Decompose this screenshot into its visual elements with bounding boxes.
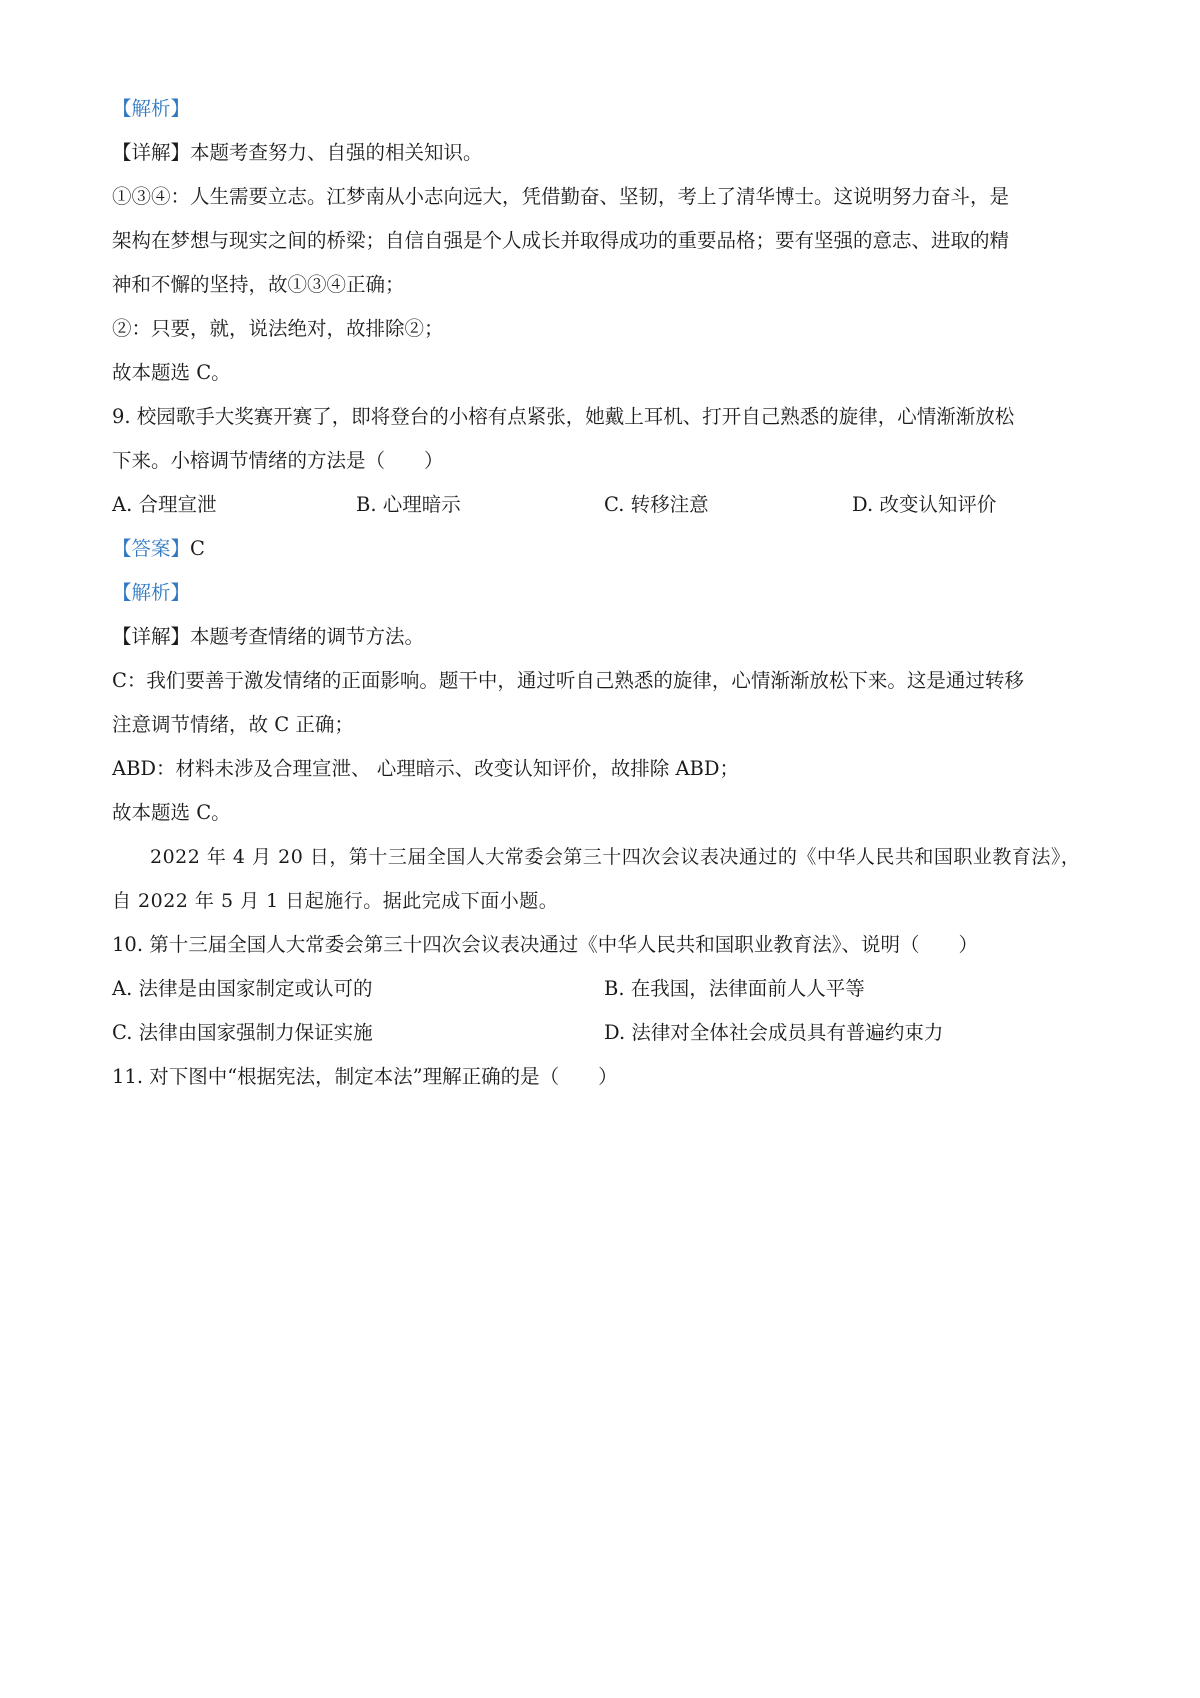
q9-body-line: C：我们要善于激发情绪的正面影响。题干中，通过听自己熟悉的旋律，心情渐渐放松下来。这是通过转移 <box>112 669 1024 692</box>
q8-conclusion: 故本题选 C。 <box>112 361 231 384</box>
q9-option-a: A. 合理宣泄 <box>112 493 217 516</box>
q9-option-d: D. 改变认知评价 <box>852 493 997 516</box>
q8-body-line: ②：只要，就，说法绝对，故排除②； <box>112 317 444 340</box>
q9-body-line: ABD：材料未涉及合理宣泄、 心理暗示、改变认知评价，故排除 ABD； <box>112 757 739 780</box>
q10-option-a: A. 法律是由国家制定或认可的 <box>112 977 373 1000</box>
q10-stem: 10. 第十三届全国人大常委会第三十四次会议表决通过《中华人民共和国职业教育法》、说明（ ） <box>112 933 978 956</box>
q9-conclusion: 故本题选 C。 <box>112 801 231 824</box>
q8-body-line: ①③④：人生需要立志。江梦南从小志向远大，凭借勤奋、坚韧，考上了清华博士。这说明努力奋斗，是 <box>112 185 1010 208</box>
q8-body-line: 架构在梦想与现实之间的桥梁；自信自强是个人成长并取得成功的重要品格；要有坚强的意志、进取的精 <box>112 229 1010 252</box>
material-intro-line: 2022 年 4 月 20 日，第十三届全国人大常委会第三十四次会议表决通过的《中华人民共和国职业教育法》， <box>150 846 1081 868</box>
q9-answer-value: C <box>190 537 205 560</box>
q8-detail: 【详解】本题考查努力、自强的相关知识。 <box>112 141 483 164</box>
q9-option-b: B. 心理暗示 <box>356 493 461 516</box>
q8-analysis-label: 【解析】 <box>112 97 191 120</box>
material-intro-line: 自 2022 年 5 月 1 日起施行。据此完成下面小题。 <box>112 890 559 912</box>
q9-stem-line: 9. 校园歌手大奖赛开赛了，即将登台的小榕有点紧张，她戴上耳机、打开自己熟悉的旋律，心情渐渐放松 <box>112 405 1015 428</box>
q9-analysis-label: 【解析】 <box>112 581 191 604</box>
q9-option-c: C. 转移注意 <box>604 493 709 516</box>
q10-option-b: B. 在我国，法律面前人人平等 <box>604 977 865 1000</box>
q9-body-line: 注意调节情绪，故 C 正确； <box>112 713 354 736</box>
q9-stem-line: 下来。小榕调节情绪的方法是（ ） <box>112 449 444 472</box>
q9-answer <box>112 535 1104 563</box>
q9-detail: 【详解】本题考查情绪的调节方法。 <box>112 625 425 648</box>
q11-stem: 11. 对下图中“根据宪法，制定本法”理解正确的是（ ） <box>112 1065 618 1088</box>
q8-body-line: 神和不懈的坚持，故①③④正确； <box>112 273 405 296</box>
q10-option-c: C. 法律由国家强制力保证实施 <box>112 1021 373 1044</box>
q9-answer-label: 【答案】 <box>112 537 191 560</box>
q10-option-d: D. 法律对全体社会成员具有普遍约束力 <box>604 1021 944 1044</box>
